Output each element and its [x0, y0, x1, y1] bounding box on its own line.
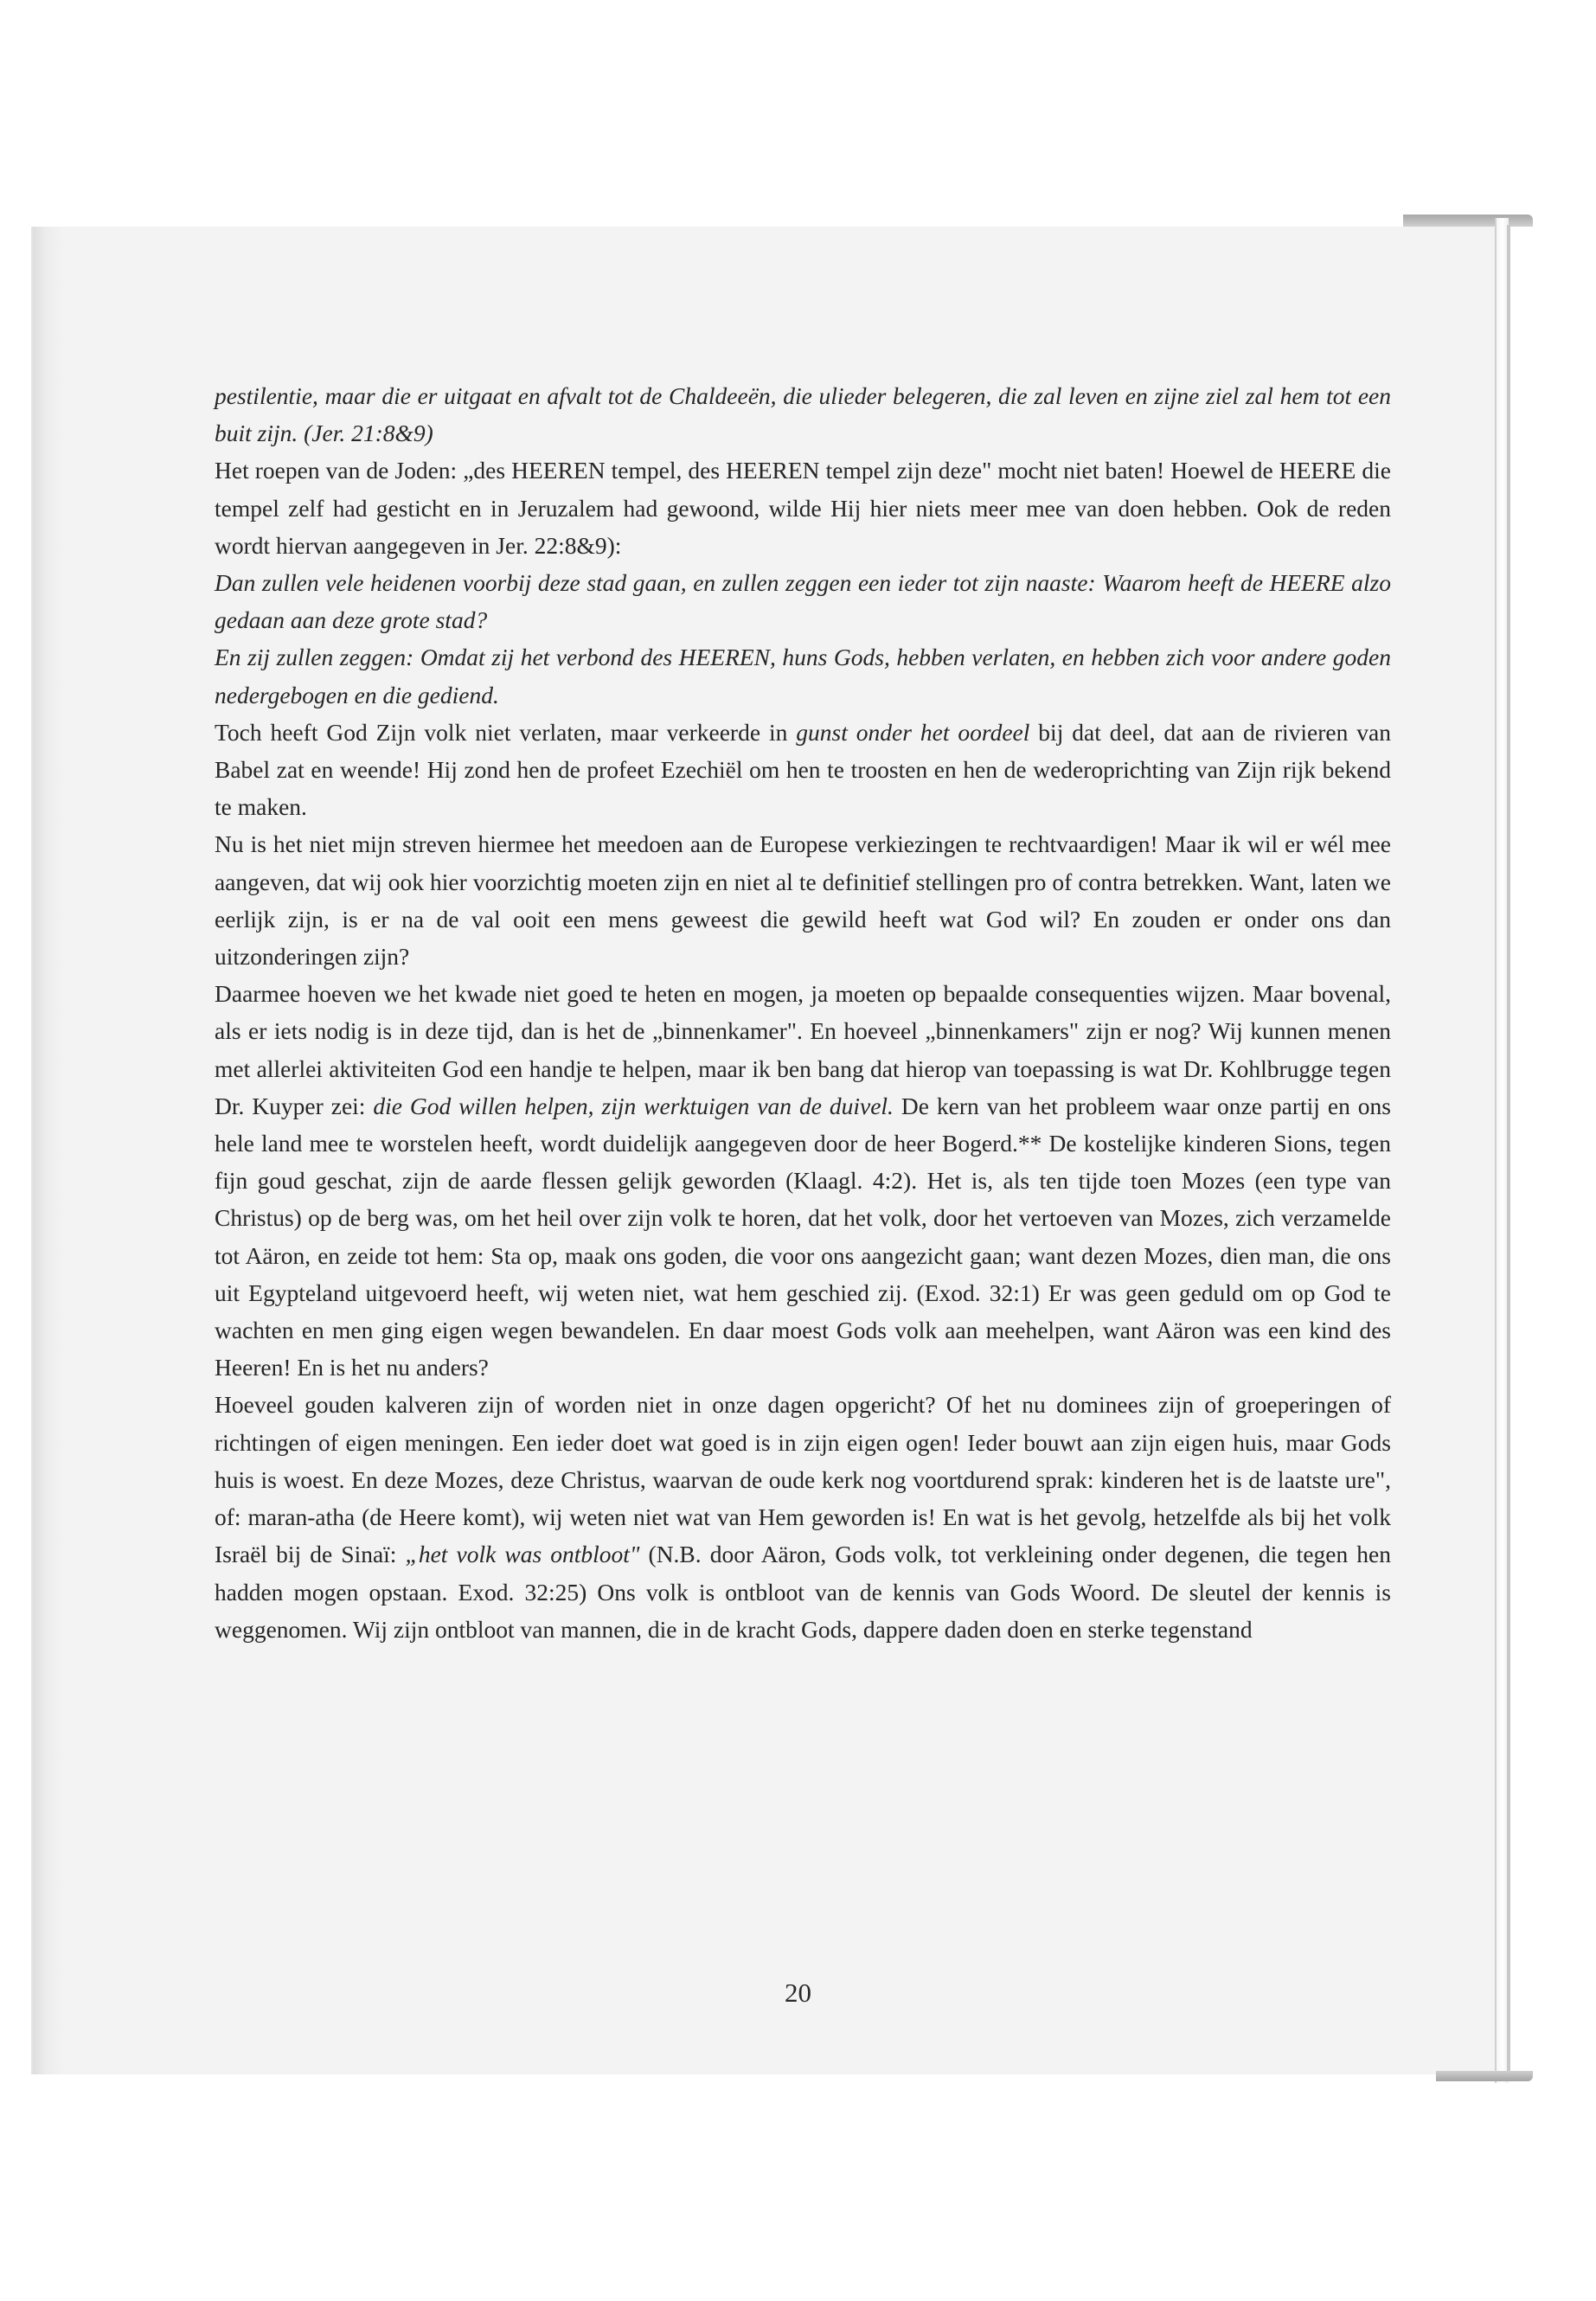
- text-run: Toch heeft God Zijn volk niet verlaten, maar verkeerde in: [215, 718, 797, 746]
- italic-text-run: pestilentie, maar die er uitgaat en afvalt tot de Chaldeeën, die ulieder belegeren, die zal leven en zijne ziel zal hem tot een buit zijn. (Jer. 21:8&9): [215, 382, 1391, 447]
- paragraph: [215, 452, 1391, 564]
- paragraph: [215, 1386, 1391, 1647]
- italic-text-run: die God willen helpen, zijn werktuigen van de duivel.: [373, 1092, 894, 1119]
- italic-text-run: En zij zullen zeggen: Omdat zij het verbond des HEEREN, huns Gods, hebben verlaten, en hebben zich voor andere goden nedergebogen en die gediend.: [215, 644, 1391, 708]
- page-number: 20: [785, 1977, 811, 2008]
- text-run: Hoeveel gouden kalveren zijn of worden niet in onze dagen opgericht? Of het nu dominees zijn of groeperingen of richtingen of eigen meningen. Een ieder doet wat goed is in zijn eigen ogen! Ieder bouwt aan zijn eigen huis, maar Gods huis is woest. En deze Mozes, deze Christus, waarvan de oude kerk nog voortdurend sprak: kinderen het is de laatste ure", of: maran-atha (de Heere komt), wij weten niet wat van Hem geworden is! En wat is het gevolg, hetzelfde als bij het volk Israël bij de Sinaï:: [215, 1391, 1391, 1568]
- page-gutter-shadow: [33, 227, 64, 2074]
- book-cover-edge-right: [1507, 225, 1510, 2076]
- paragraph: [215, 377, 1391, 452]
- paragraph: [215, 564, 1391, 638]
- paragraph: [215, 975, 1391, 1386]
- book-cover-edge-top: [1403, 215, 1533, 227]
- italic-text-run: „het volk was ontbloot": [405, 1541, 640, 1568]
- italic-text-run: Dan zullen vele heidenen voorbij deze stad gaan, en zullen zeggen een ieder tot zijn naaste: Waarom heeft de HEERE alzo gedaan aan deze grote stad?: [215, 569, 1391, 634]
- text-run: (N.B. door Aäron, Gods volk, tot verkleining onder degenen, die tegen hen hadden mogen opstaan. Exod. 32:25) Ons volk is ontbloot van de kennis van Gods Woord. De sleutel der kennis is weggenomen. Wij zijn ontbloot van mannen, die in de kracht Gods, dappere daden doen en sterke tegenstand: [215, 1541, 1392, 1643]
- page-body-text: [215, 377, 1391, 1648]
- paragraph: [215, 714, 1391, 826]
- text-run: Daarmee hoeven we het kwade niet goed te heten en mogen, ja moeten op bepaalde consequenties wijzen. Maar bovenal, als er iets nodig is in deze tijd, dan is het de „binnenkamer". En hoeveel „binnenkamers" zijn er nog? Wij kunnen menen met allerlei aktiviteiten God een handje te helpen, maar ik ben bang dat hierop van toepassing is wat Dr. Kohlbrugge tegen Dr. Kuyper zei:: [215, 980, 1391, 1119]
- paragraph: [215, 825, 1391, 975]
- paragraph: [215, 638, 1391, 713]
- text-run: Het roepen van de Joden: „des HEEREN tempel, des HEEREN tempel zijn deze" mocht niet baten! Hoewel de HEERE die tempel zelf had gesticht en in Jeruzalem had gewoond, wilde Hij hier niets meer mee van doen hebben. Ook de reden wordt hiervan aangegeven in Jer. 22:8&9):: [215, 457, 1391, 559]
- text-run: bij dat deel, dat aan de rivieren van Babel zat en weende! Hij zond hen de profeet Ezechiël om hen te troosten en hen de wederoprichting van Zijn rijk bekend te maken.: [215, 718, 1391, 821]
- book-cover-edge-bottom: [1436, 2071, 1533, 2081]
- text-run: Nu is het niet mijn streven hiermee het meedoen aan de Europese verkiezingen te rechtvaardigen! Maar ik wil er wél mee aangeven, dat wij ook hier voorzichtig moeten zijn en niet al te definitief stellingen pro of contra betrekken. Want, laten we eerlijk zijn, is er na de val ooit een mens geweest die gewild heeft wat God wil? En zouden er onder ons dan uitzonderingen zijn?: [215, 830, 1391, 971]
- text-run: De kern van het probleem waar onze partij en ons hele land mee te worstelen heeft, wordt duidelijk aangegeven door de heer Bogerd.** De kostelijke kinderen Sions, tegen fijn goud geschat, zijn de aarde flessen gelijk geworden (Klaagl. 4:2). Het is, als ten tijde toen Mozes (een type van Christus) op de berg was, om het heil over zijn volk te horen, dat het volk, door het vertoeven van Mozes, zich verzamelde tot Aäron, en zeide tot hem: Sta op, maak ons goden, die voor ons aangezicht gaan; want dezen Mozes, dien man, die ons uit Egypteland uitgevoerd heeft, wij weten niet, wat hem geschied zij. (Exod. 32:1) Er was geen geduld om op God te wachten en men ging eigen wegen bewandelen. En daar moest Gods volk aan meehelpen, want Aäron was een kind des Heeren! En is het nu anders?: [215, 1092, 1391, 1381]
- italic-text-run: gunst onder het oordeel: [796, 718, 1030, 746]
